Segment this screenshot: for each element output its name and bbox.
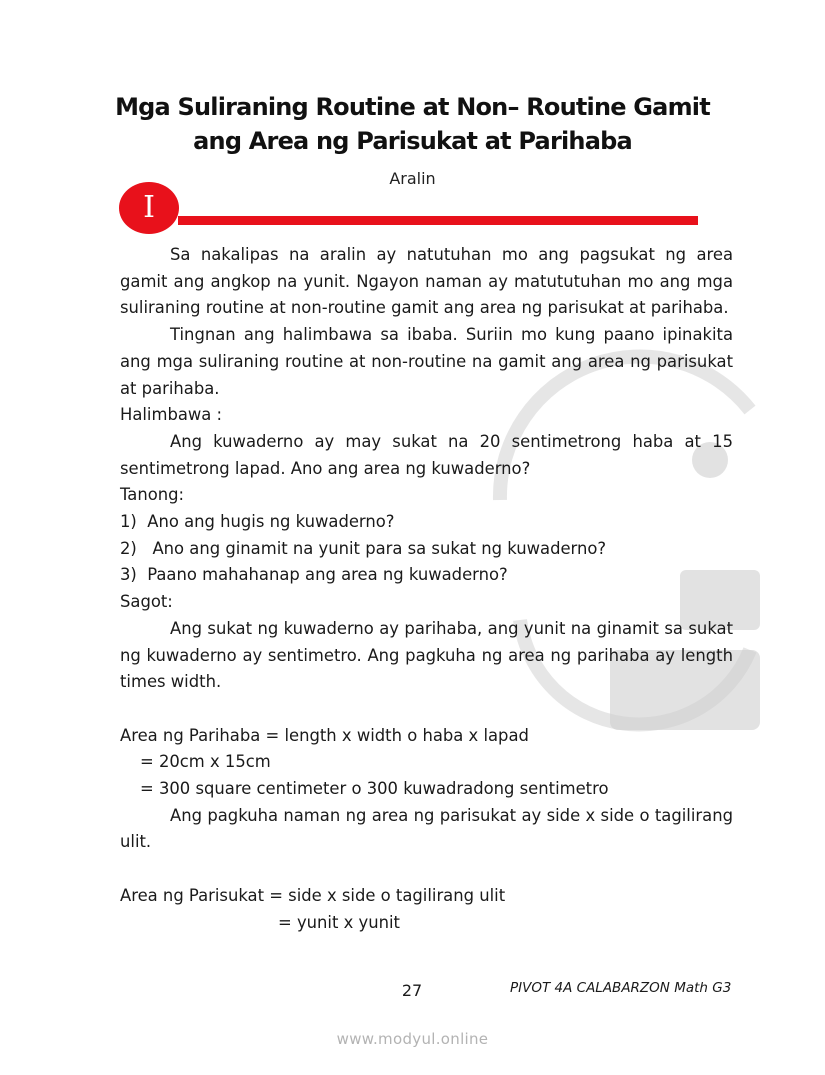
section-badge: I (119, 182, 179, 234)
rectangle-area-formula: Area ng Parihaba = length x width o haba x lapad (120, 725, 529, 745)
lesson-subtitle: Aralin (389, 169, 436, 188)
rectangle-step-1: = 20cm x 15cm (140, 752, 271, 772)
answer-label: Sagot: (120, 592, 173, 612)
lesson-content (120, 242, 733, 936)
problem-paragraph: Ang kuwaderno ay may sukat na 20 sentimetrong haba at 15 sentimetrong lapad. Ano ang area ng kuwaderno? (120, 431, 733, 478)
series-footer: PIVOT 4A CALABARZON Math G3 (510, 980, 732, 996)
questions-label: Tanong: (120, 485, 185, 505)
instruction-paragraph: Tingnan ang halimbawa sa ibaba. Suriin mo kung paano ipinakita ang mga suliraning routine at non-routine na gamit ang area ng parisukat at parihaba. (120, 325, 733, 398)
question-item: 3) Paano mahahanap ang area ng kuwaderno? (120, 565, 508, 585)
website-footer: www.modyul.online (336, 1030, 489, 1048)
square-intro-paragraph: Ang pagkuha naman ng area ng parisukat ay side x side o tagilirang ulit. (120, 805, 733, 852)
square-area-formula: Area ng Parisukat = side x side o tagilirang ulit (120, 885, 506, 905)
square-step-1: = yunit x yunit (278, 912, 400, 932)
page-number: 27 (401, 981, 423, 1000)
title-line-2: ang Area ng Parisukat at Parihaba (193, 127, 632, 155)
rectangle-step-2: = 300 square centimeter o 300 kuwadradong sentimetro (140, 779, 609, 799)
question-item: 1) Ano ang hugis ng kuwaderno? (120, 512, 395, 532)
question-item: 2) Ano ang ginamit na yunit para sa sukat ng kuwaderno? (120, 538, 607, 558)
page-title (0, 90, 825, 158)
intro-paragraph: Sa nakalipas na aralin ay natutuhan mo ang pagsukat ng area gamit ang angkop na yunit. Ngayon naman ay matututuhan mo ang mga suliraning routine at non-routine gamit ang area ng parisukat at parihaba. (120, 245, 733, 318)
title-line-1: Mga Suliraning Routine at Non– Routine Gamit (115, 93, 710, 121)
example-label: Halimbawa : (120, 405, 223, 425)
answer-paragraph: Ang sukat ng kuwaderno ay parihaba, ang yunit na ginamit sa sukat ng kuwaderno ay sentimetro. Ang pagkuha ng area ng parihaba ay length times width. (120, 618, 733, 692)
section-divider (178, 216, 698, 225)
